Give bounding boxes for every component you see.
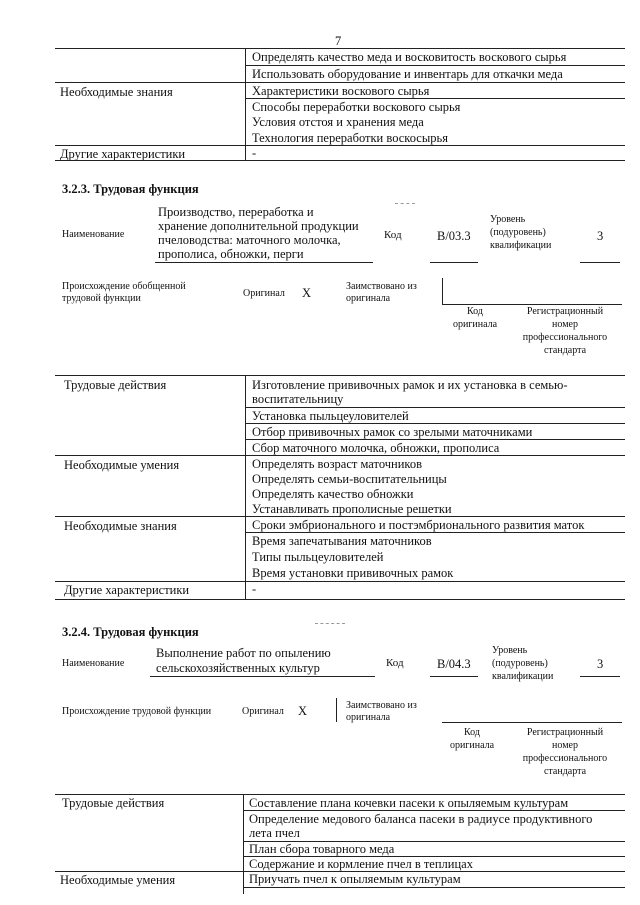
row-label-other: Другие характеристики [60,147,186,161]
section-heading: 3.2.4. Трудовая функция [62,625,199,639]
code-orig-label: Код [467,306,483,317]
function-name: сельскохозяйственных культур [156,661,320,675]
table-cell: Устанавливать прополисные решетки [252,502,452,516]
borrowed-label: оригинала [346,293,391,304]
reg-label: Регистрационный [526,306,604,317]
table-cell: Характеристики воскового сырья [252,84,430,98]
borrowed-label: оригинала [346,712,391,723]
row-label-knowledge: Необходимые знания [60,85,173,99]
level-label: Уровень [492,645,528,656]
function-name: пчеловодства: маточного молочка, [158,233,341,247]
borrowed-label: Заимствовано из [346,281,417,292]
borrowed-label: Заимствовано из [346,700,417,711]
table-cell: - [252,146,257,160]
original-label: Оригинал [243,288,285,299]
table-cell: Приучать пчел к опыляемым культурам [249,872,461,886]
reg-label: номер [552,319,578,330]
table-cell: Сбор маточного молочка, обножки, прополиса [252,441,500,455]
level-label: квалификации [492,671,554,682]
table-cell: Типы пыльцеуловителей [252,550,384,564]
table-cell: Содержание и кормление пчел в теплицах [249,857,473,871]
table-cell: Определять возраст маточников [252,457,423,471]
original-mark: X [302,286,312,300]
table-cell: Отбор прививочных рамок со зрелыми маточниками [252,425,533,439]
function-name: Выполнение работ по опылению [156,646,331,660]
table-cell: Время запечатывания маточников [252,534,432,548]
table-cell: - [252,582,257,596]
page-number: 7 [335,34,342,48]
code-label: Код [384,229,402,241]
table-cell: Установка пыльцеуловителей [252,409,409,423]
code-orig-label: Код [464,727,480,738]
code-label: Код [386,657,404,669]
original-mark: X [298,704,308,718]
table-cell: Определять качество обножки [252,487,414,501]
reg-label: стандарта [543,766,587,777]
scan-artifact [315,623,345,624]
row-label-skills: Необходимые умения [64,458,180,472]
reg-label: стандарта [543,345,587,356]
row-label-knowledge: Необходимые знания [64,519,177,533]
code-value: B/04.3 [437,657,471,671]
level-value: 3 [597,229,604,243]
table-cell: Определять семьи-воспитательницы [252,472,447,486]
level-label: Уровень [490,214,526,225]
level-label: (подуровень) [490,227,546,238]
origin-label: Происхождение обобщенной [62,281,186,292]
row-label-actions: Трудовые действия [64,378,167,392]
function-name: Производство, переработка и [158,205,314,219]
table-cell: Способы переработки воскового сырья [252,100,461,114]
origin-label: Происхождение трудовой функции [62,706,212,717]
reg-label: профессионального [522,753,608,764]
table-cell: Условия отстоя и хранения меда [252,115,424,129]
table-cell: Составление плана кочевки пасеки к опыляемым культурам [249,796,569,810]
original-label: Оригинал [242,706,284,717]
name-label: Наименование [62,229,125,240]
reg-label: Регистрационный [526,727,604,738]
function-name: хранение дополнительной продукции [158,219,359,233]
table-cell: Технология переработки воскосырья [252,131,448,145]
table-cell: Определение медового баланса пасеки в радиусе продуктивного [249,812,593,826]
name-label: Наименование [62,658,125,669]
table-cell: Изготовление прививочных рамок и их установка в семью- [252,378,568,392]
code-value: B/03.3 [437,229,471,243]
table-cell: Использовать оборудование и инвентарь для откачки меда [252,67,563,81]
table-cell: План сбора товарного меда [249,842,395,856]
table-cell: лета пчел [249,826,300,840]
table-border [55,48,625,49]
level-label: (подуровень) [492,658,548,669]
reg-label: номер [552,740,578,751]
scan-artifact [395,203,415,204]
code-orig-label: оригинала [449,740,495,751]
reg-label: профессионального [522,332,608,343]
level-value: 3 [597,657,604,671]
row-label-actions: Трудовые действия [62,796,165,810]
origin-label: трудовой функции [62,293,141,304]
row-label-other: Другие характеристики [64,583,190,597]
function-name: прополиса, обножки, перги [158,247,304,261]
table-cell: воспитательницу [252,392,344,406]
table-cell: Время установки прививочных рамок [252,566,454,580]
section-heading: 3.2.3. Трудовая функция [62,182,199,196]
table-cell: Сроки эмбрионального и постэмбрионального развития маток [252,518,585,532]
row-label-skills: Необходимые умения [60,873,176,887]
level-label: квалификации [490,240,552,251]
code-orig-label: оригинала [452,319,498,330]
table-cell: Определять качество меда и восковитость воскового сырья [252,50,567,64]
